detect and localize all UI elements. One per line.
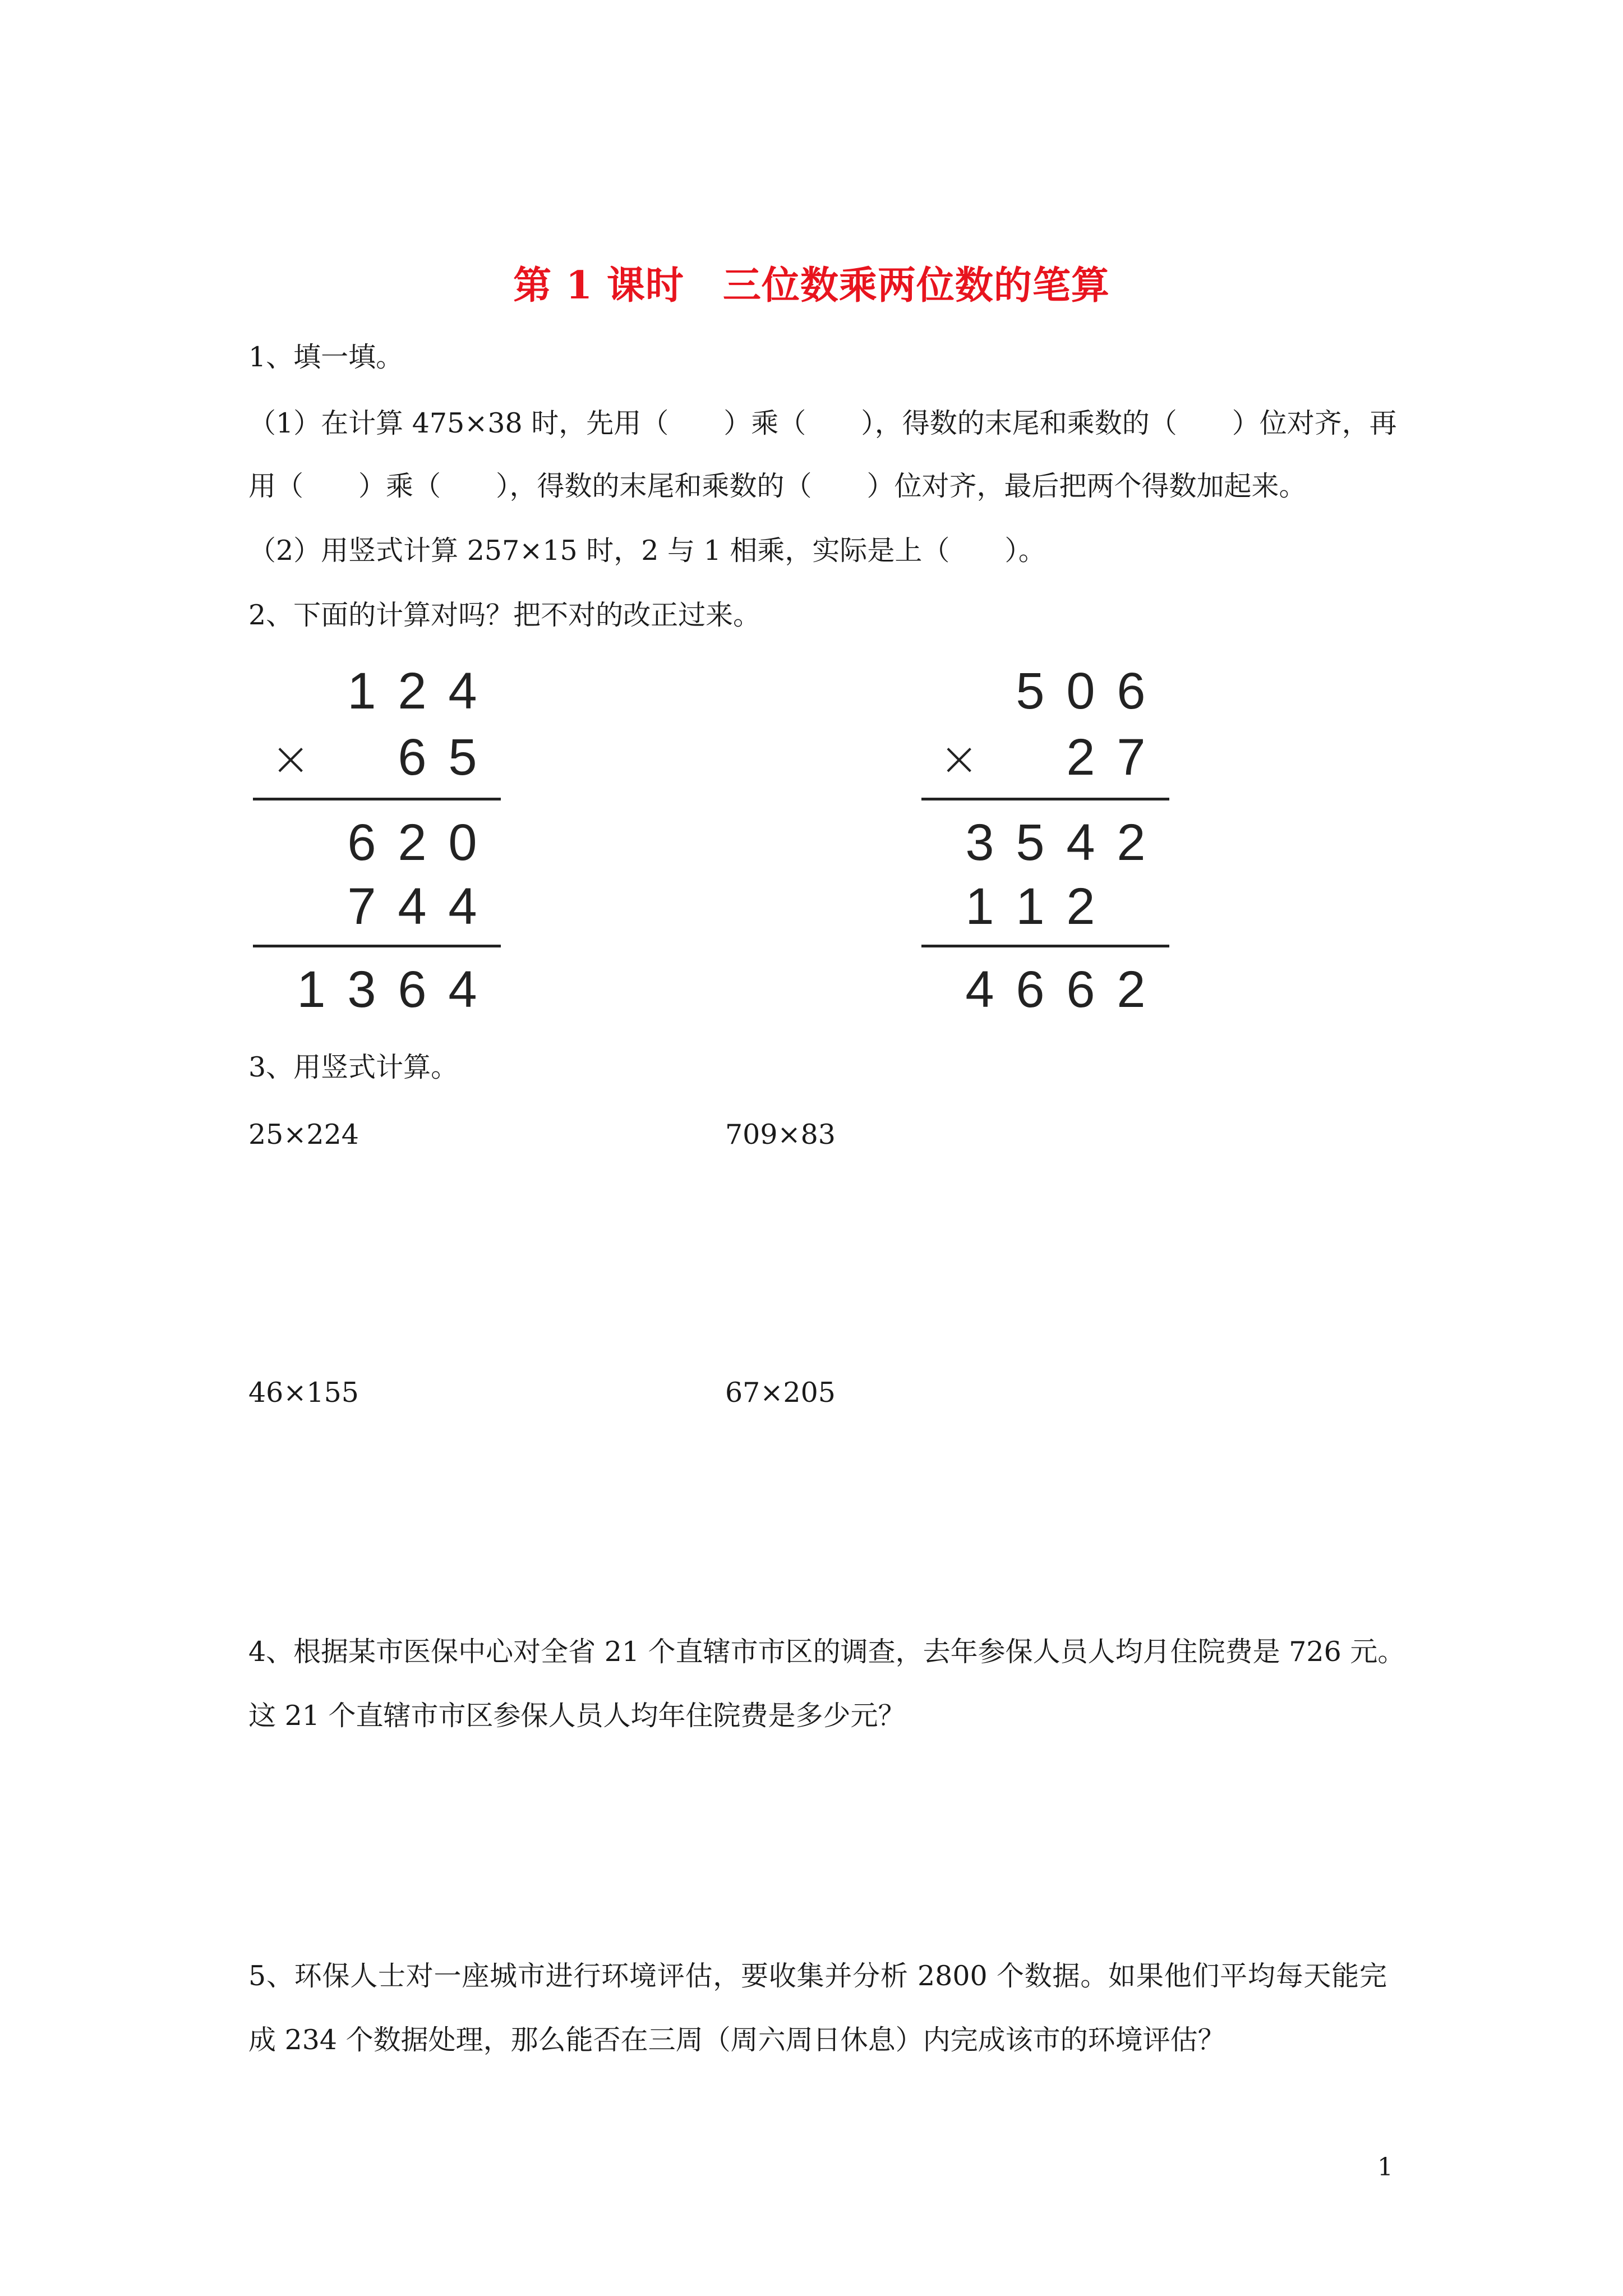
question-5-line-1: 5、环保人士对一座城市进行环境评估，要收集并分析 2800 个数据。如果他们平均每天能完 [248, 1960, 1387, 1992]
partial-product-digit: 7 [347, 878, 376, 935]
product-digit: 6 [1016, 961, 1045, 1018]
partial-product-digit: 5 [1016, 814, 1045, 871]
partial-product-digit: 2 [1117, 814, 1146, 871]
partial-product-digit: 1 [1016, 878, 1045, 935]
product-digit: 4 [965, 961, 994, 1018]
partial-product-digit: 0 [448, 814, 477, 871]
partial-product-digit: 4 [398, 878, 427, 935]
calculation-rule [921, 945, 1169, 947]
question-1-heading: 1、填一填。 [248, 341, 404, 373]
partial-product-digit: 4 [1066, 814, 1095, 871]
multiplicand-digit: 5 [1016, 662, 1045, 720]
partial-product-digit: 1 [965, 878, 994, 935]
multiplier-digit: 7 [1117, 729, 1146, 786]
question-3-heading: 3、用竖式计算。 [248, 1051, 459, 1083]
product-digit: 6 [1066, 961, 1095, 1018]
partial-product-digit: 3 [965, 814, 994, 871]
product-digit: 2 [1117, 961, 1146, 1018]
partial-product-digit: 6 [347, 814, 376, 871]
question-5-line-2: 成 234 个数据处理，那么能否在三周（周六周日休息）内完成该市的环境评估？ [248, 2024, 1225, 2056]
page-title: 第 1 课时 三位数乘两位数的笔算 [513, 263, 1110, 308]
vertical-calculation-right [917, 662, 1231, 1021]
multiplicand-digit: 2 [398, 662, 427, 720]
partial-product-digit: 2 [398, 814, 427, 871]
vertical-calculation-left [248, 662, 562, 1021]
question-4-line-1: 4、根据某市医保中心对全省 21 个直辖市市区的调查，去年参保人员人均月住院费是 726 元。 [248, 1636, 1405, 1668]
exercise-item: 46×155 [248, 1377, 359, 1409]
multiplicand-digit: 0 [1066, 662, 1095, 720]
question-1-part-1-line-2: 用（ ）乘（ ），得数的末尾和乘数的（ ）位对齐，最后把两个得数加起来。 [248, 470, 1307, 502]
exercise-item: 709×83 [725, 1119, 836, 1151]
partial-product-digit: 2 [1066, 878, 1095, 935]
product-digit: 1 [297, 961, 326, 1018]
exercise-item: 67×205 [725, 1377, 836, 1409]
multiplier-digit: 5 [448, 729, 477, 786]
product-digit: 4 [448, 961, 477, 1018]
multiply-sign: × [271, 731, 311, 786]
multiplicand-digit: 1 [347, 662, 376, 720]
calculation-rule [253, 798, 501, 800]
calculation-rule [253, 945, 501, 947]
multiplier-digit: 2 [1066, 729, 1095, 786]
multiplicand-digit: 4 [448, 662, 477, 720]
product-digit: 3 [347, 961, 376, 1018]
question-2-heading: 2、下面的计算对吗？把不对的改正过来。 [248, 599, 761, 631]
question-1-part-1-line-1: （1）在计算 475×38 时，先用（ ）乘（ ），得数的末尾和乘数的（ ）位对齐，再 [248, 407, 1397, 439]
multiplier-digit: 6 [398, 729, 427, 786]
calculation-rule [921, 798, 1169, 800]
question-4-line-2: 这 21 个直辖市市区参保人员人均年住院费是多少元？ [248, 1700, 906, 1732]
multiplicand-digit: 6 [1117, 662, 1146, 720]
question-1-part-2: （2）用竖式计算 257×15 时，2 与 1 相乘，实际是上（ ）。 [248, 535, 1046, 567]
exercise-item: 25×224 [248, 1119, 359, 1151]
partial-product-digit: 4 [448, 878, 477, 935]
page-number: 1 [1377, 2153, 1393, 2182]
product-digit: 6 [398, 961, 427, 1018]
multiply-sign: × [939, 731, 979, 786]
